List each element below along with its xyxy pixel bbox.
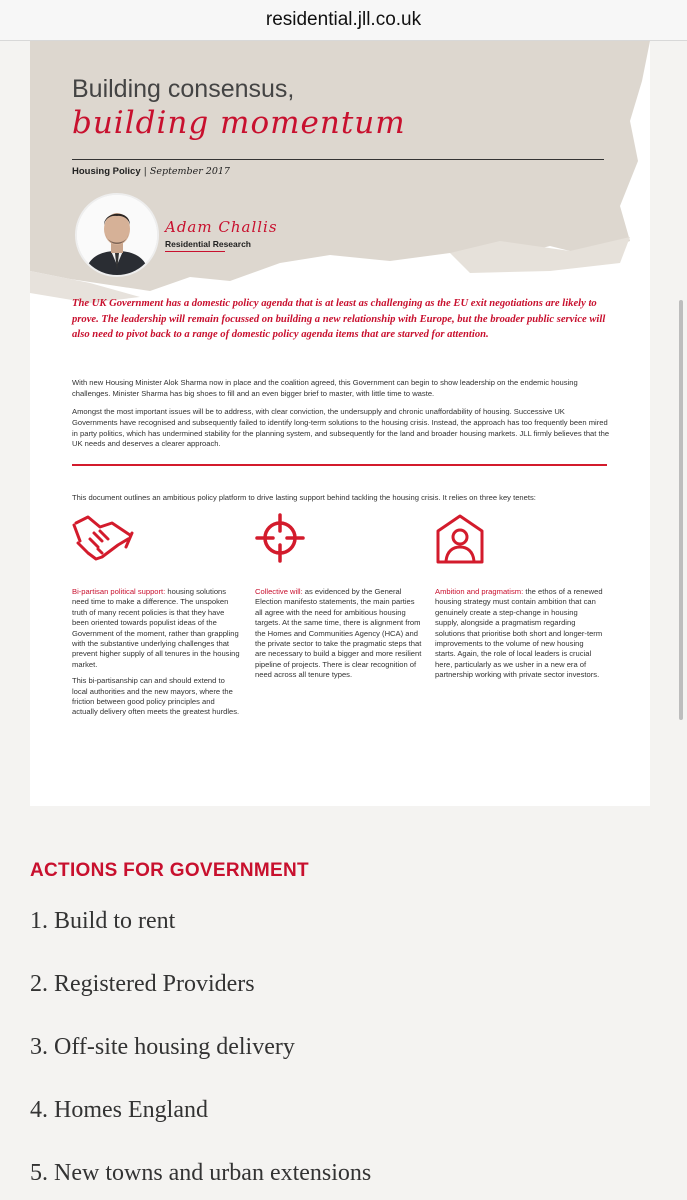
house-person-icon: [435, 513, 485, 565]
tenet-bipartisan: [72, 587, 240, 724]
document-title-line2: building momentum: [72, 105, 406, 141]
document-category: Housing Policy: [72, 166, 141, 177]
handshake-icon: [72, 513, 134, 565]
browser-address-bar[interactable]: [0, 0, 687, 41]
body-paragraph-3: This document outlines an ambitious policy platform to drive lasting support behind tackling the housing crisis. It relies on three key tenets:: [72, 493, 536, 502]
body-paragraph-1: With new Housing Minister Alok Sharma now in place and the coalition agreed, this Government can begin to show leadership on the endemic housing challenges. Minister Sharma has big shoes to fill and an even bigger brief to master, with little time to waste.: [72, 378, 578, 398]
author-avatar: [75, 193, 159, 277]
red-divider: [72, 464, 607, 466]
tenet-heading: Collective will:: [255, 587, 303, 596]
signature-underline: [165, 251, 225, 252]
action-item-off-site-housing[interactable]: 3. Off-site housing delivery: [30, 1034, 295, 1060]
action-item-build-to-rent[interactable]: 1. Build to rent: [30, 908, 176, 934]
tenet-text-2: This bi-partisanship can and should extend to local authorities and the new mayors, where the friction between good policy principles and actually delivery often meets the greatest hurdles.: [72, 676, 240, 717]
tenet-heading: Bi-partisan political support:: [72, 587, 166, 596]
crosshair-target-icon: [255, 513, 305, 563]
tenet-ambition: [435, 587, 603, 687]
document-title-line1: Building consensus,: [72, 75, 295, 103]
author-signature: Adam Challis: [165, 218, 278, 236]
tenet-collective-will: [255, 587, 423, 687]
action-item-homes-england[interactable]: 4. Homes England: [30, 1097, 208, 1123]
document-date: | September 2017: [143, 166, 230, 177]
lead-paragraph: The UK Government has a domestic policy agenda that is at least as challenging as the EU exit negotiations are likely to prove. The leadership will remain focussed on building a new relationship with Europe, but the broader public service will also need to pivot back to a range of domestic policy agenda items that are starved for attention.: [72, 298, 606, 340]
document-meta: [72, 166, 230, 177]
author-role: Residential Research: [165, 239, 251, 249]
title-divider: [72, 159, 604, 160]
document-image: [30, 41, 650, 806]
page-scrollbar[interactable]: [679, 300, 683, 720]
tenet-heading: Ambition and pragmatism:: [435, 587, 524, 596]
actions-heading: ACTIONS FOR GOVERNMENT: [30, 860, 309, 881]
action-item-new-towns[interactable]: 5. New towns and urban extensions: [30, 1160, 372, 1186]
author-photo: [77, 195, 157, 275]
body-paragraph-2: Amongst the most important issues will be to address, with clear conviction, the undersupply and chronic unaffordability of housing. Successive UK Governments have recognised and subsequently failed to identify long-term solutions to the housing crisis. Instead, the approach has too frequently been mired in party politics, which has undermined stability for the planning system, and subsequently for the land and broader housing markets. JLL firmly believes that the UK needs and deserves a clearer approach.: [72, 407, 610, 449]
action-item-registered-providers[interactable]: 2. Registered Providers: [30, 971, 255, 997]
tenet-text: housing solutions need time to make a difference. The unspoken truth of many recent policies is that they have been oriented towards populist ideas of the Government of the moment, rather than grappling with the substantive underlying challenges that prevent higher supply of all tenures in the housing market.: [72, 587, 240, 669]
url-text[interactable]: residential.jll.co.uk: [265, 9, 422, 30]
tenet-text: as evidenced by the General Election manifesto statements, the main parties all agree with the need for ambitious housing targets. At the same time, there is alignment from the Homes and Communities Agency (HCA) and the private sector to take the pragmatic steps that are necessary to build a bigger and more resilient pipeline of projects. There is clear recognition of need across all tenure types.: [255, 587, 422, 680]
tenet-text: the ethos of a renewed housing strategy must contain ambition that can genuinely create a step-change in housing supply, alongside a pragmatism regarding solutions that prioritise both short and longer-term improvements to the volume of new housing starts. Again, the role of local leaders is crucial here, particularly as we usher in a new era of partnership working with private sector investors.: [435, 587, 603, 680]
